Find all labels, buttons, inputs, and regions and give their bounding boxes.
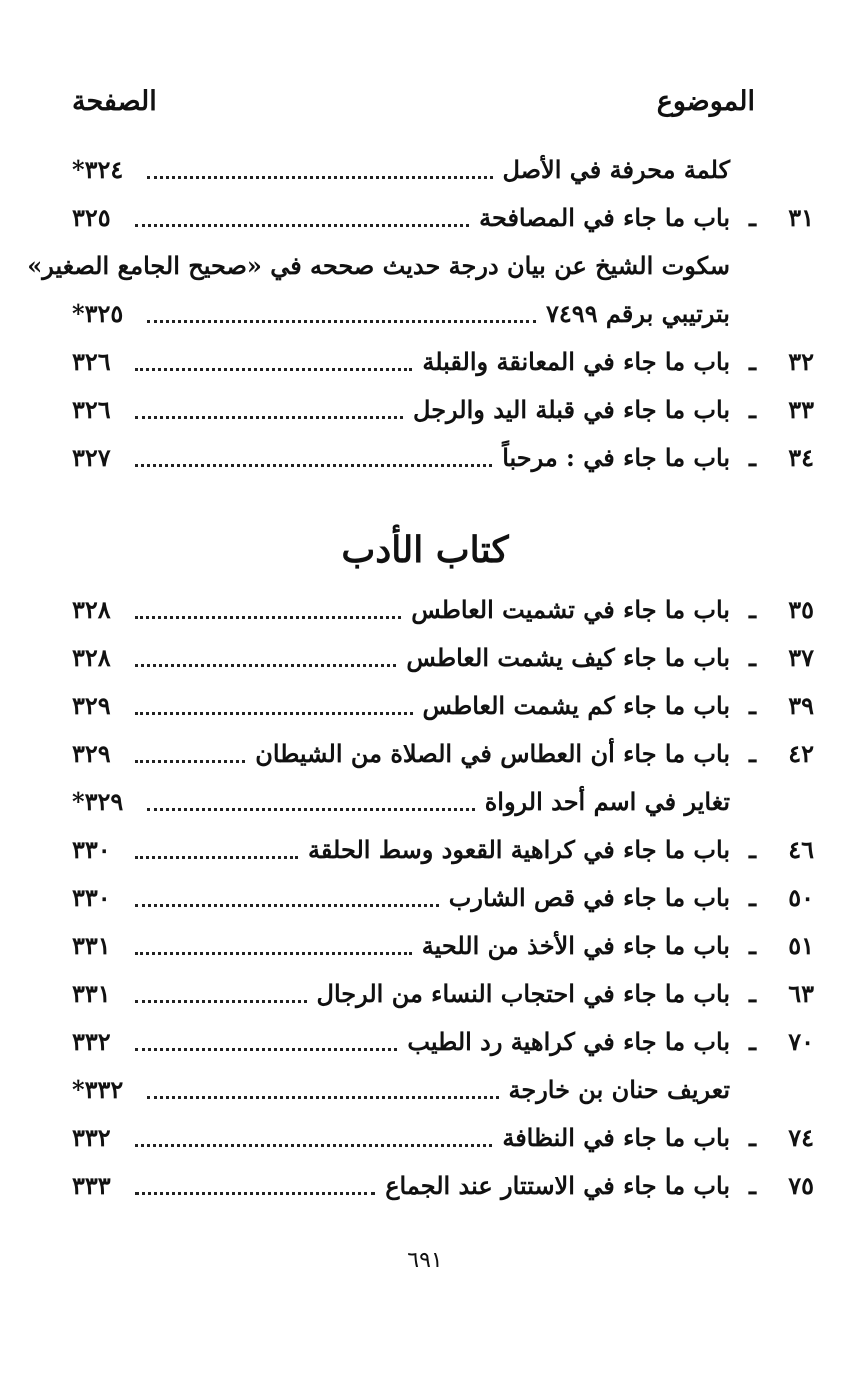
topic-column-heading: الموضوع (656, 86, 755, 117)
entry-page-number: ٣٣٢ (72, 1123, 111, 1152)
dot-leader (135, 454, 493, 467)
entry-page-number: ٣٣٠ (72, 835, 111, 864)
dot-leader (135, 750, 246, 763)
chapter-number: ٧٠ (788, 1027, 814, 1056)
dash-separator: ـ (748, 443, 756, 472)
toc-row (72, 682, 814, 730)
toc-list-top (27, 146, 814, 482)
dot-leader (135, 942, 412, 955)
entry-page-number: ٣٢٤* (72, 155, 124, 184)
chapter-number: ٥١ (788, 931, 814, 960)
dot-leader (147, 1086, 498, 1099)
chapter-number: ٣٧ (788, 643, 814, 672)
page-number: ٦٩١ (407, 1248, 443, 1273)
entry-page-number: ٣٢٩ (72, 691, 111, 720)
chapter-number: ٦٣ (788, 979, 814, 1008)
chapter-number: ٣٥ (788, 595, 814, 624)
entry-page-number: ٣٢٥* (72, 299, 124, 328)
toc-row (72, 290, 814, 338)
entry-title: تعريف حنان بن خارجة (508, 1075, 730, 1104)
dash-separator: ـ (748, 883, 756, 912)
entry-title: سكوت الشيخ عن بيان درجة حديث صححه في «صحيح الجامع الصغير» (27, 251, 730, 280)
entry-title: باب ما جاء في المصافحة (479, 203, 730, 232)
chapter-number: ٣٣ (788, 395, 814, 424)
toc-row (72, 1018, 814, 1066)
toc-row (72, 1066, 814, 1114)
entry-page-number: ٣٢٨ (72, 643, 111, 672)
entry-page-number: ٣٢٧ (72, 443, 111, 472)
dash-separator: ـ (748, 1027, 756, 1056)
toc-row (72, 826, 814, 874)
dot-leader (135, 1038, 398, 1051)
entry-title: باب ما جاء في المعانقة والقبلة (422, 347, 730, 376)
chapter-number: ٧٥ (788, 1171, 814, 1200)
toc-row (72, 970, 814, 1018)
entry-page-number: ٣٣١ (72, 979, 111, 1008)
dot-leader (135, 1134, 493, 1147)
entry-title: بترتيبي برقم ٧٤٩٩ (546, 299, 730, 328)
entry-page-number: ٣٣٢ (72, 1027, 111, 1056)
toc-list-bottom (72, 586, 814, 1210)
toc-row (72, 194, 814, 242)
dot-leader (135, 406, 403, 419)
toc-row (72, 338, 814, 386)
dash-separator: ـ (748, 931, 756, 960)
entry-title: باب ما جاء في الأخذ من اللحية (421, 931, 730, 960)
entry-title: تغاير في اسم أحد الرواة (484, 787, 730, 816)
entry-page-number: ٣٣٣ (72, 1171, 111, 1200)
entry-page-number: ٣٣٢* (72, 1075, 124, 1104)
chapter-number: ٧٤ (788, 1123, 814, 1152)
dash-separator: ـ (748, 347, 756, 376)
dash-separator: ـ (748, 1123, 756, 1152)
entry-title: كلمة محرفة في الأصل (502, 155, 730, 184)
toc-row (72, 778, 814, 826)
entry-page-number: ٣٣١ (72, 931, 111, 960)
dash-separator: ـ (748, 643, 756, 672)
dash-separator: ـ (748, 595, 756, 624)
toc-row (27, 242, 814, 290)
chapter-number: ٣١ (788, 203, 814, 232)
toc-row (72, 586, 814, 634)
entry-page-number: ٣٣٠ (72, 883, 111, 912)
entry-page-number: ٣٢٥ (72, 203, 111, 232)
chapter-number: ٤٦ (788, 835, 814, 864)
entry-title: باب ما جاء في قص الشارب (448, 883, 730, 912)
toc-row (72, 922, 814, 970)
entry-title: باب ما جاء أن العطاس في الصلاة من الشيطان (255, 739, 730, 768)
dash-separator: ـ (748, 395, 756, 424)
entry-title: باب ما جاء في كراهية القعود وسط الحلقة (308, 835, 730, 864)
dash-separator: ـ (748, 691, 756, 720)
entry-title: باب ما جاء في قبلة اليد والرجل (413, 395, 730, 424)
dash-separator: ـ (748, 1171, 756, 1200)
entry-title: باب ما جاء في كراهية رد الطيب (407, 1027, 730, 1056)
dot-leader (135, 894, 439, 907)
toc-row (72, 634, 814, 682)
dash-separator: ـ (748, 739, 756, 768)
dash-separator: ـ (748, 979, 756, 1008)
chapter-number: ٣٤ (788, 443, 814, 472)
entry-title: باب ما جاء كيف يشمت العاطس (406, 643, 730, 672)
dot-leader (135, 606, 402, 619)
chapter-number: ٣٢ (788, 347, 814, 376)
dot-leader (135, 990, 307, 1003)
dash-separator: ـ (748, 835, 756, 864)
dot-leader (135, 654, 397, 667)
dot-leader (147, 166, 492, 179)
page-column-heading: الصفحة (72, 86, 157, 117)
dot-leader (135, 214, 469, 227)
entry-page-number: ٣٢٦ (72, 347, 111, 376)
entry-title: باب ما جاء في الاستتار عند الجماع (385, 1171, 730, 1200)
entry-page-number: ٣٢٩ (72, 739, 111, 768)
toc-row (72, 386, 814, 434)
entry-title: باب ما جاء في النظافة (502, 1123, 730, 1152)
dot-leader (135, 702, 413, 715)
entry-page-number: ٣٢٩* (72, 787, 124, 816)
dot-leader (147, 798, 474, 811)
dot-leader (147, 310, 536, 323)
toc-row (72, 874, 814, 922)
entry-title: باب ما جاء في : مرحباً (502, 443, 730, 472)
chapter-number: ٣٩ (788, 691, 814, 720)
dot-leader (135, 1182, 376, 1195)
toc-row (72, 434, 814, 482)
entry-page-number: ٣٢٨ (72, 595, 111, 624)
toc-row (72, 730, 814, 778)
dot-leader (135, 846, 298, 859)
dash-separator: ـ (748, 203, 756, 232)
toc-row (72, 1162, 814, 1210)
entry-page-number: ٣٢٦ (72, 395, 111, 424)
toc-row (72, 1114, 814, 1162)
entry-title: باب ما جاء في تشميت العاطس (411, 595, 730, 624)
chapter-number: ٤٢ (788, 739, 814, 768)
section-title: كتاب الأدب (341, 529, 509, 571)
dot-leader (135, 358, 413, 371)
chapter-number: ٥٠ (788, 883, 814, 912)
toc-row (72, 146, 814, 194)
entry-title: باب ما جاء في احتجاب النساء من الرجال (316, 979, 730, 1008)
entry-title: باب ما جاء كم يشمت العاطس (422, 691, 730, 720)
